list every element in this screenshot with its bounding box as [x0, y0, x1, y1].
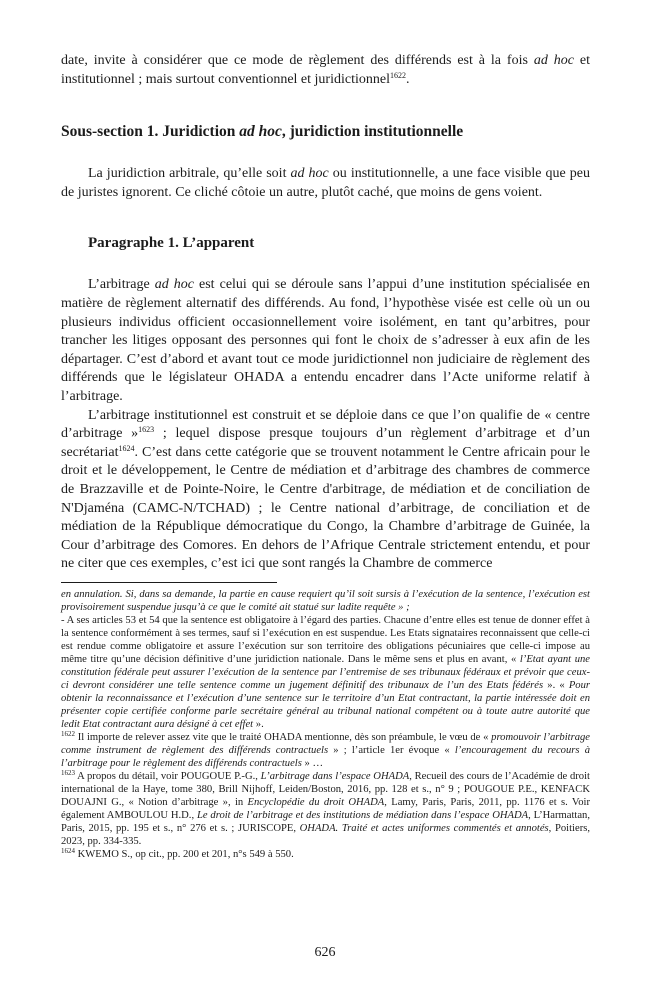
text-run: et institutionnel ; mais surtout conventionnel et juridictionnel — [61, 53, 590, 87]
text-run: est celui qui se déroule sans l’appui d’une institution spécialisée en matière de règlement alternatif des différends. Au fond, l’hypothèse visée est celle où un ou plusieurs individus officient occasionnellement voire isolément, en tant qu’arbitres, pour trancher les litiges opposant des personnes qui font le choix de s’adresser à eux afin de les départager. C’est d’abord et avant tout ce mode juridictionnel non judiciaire de règlement des différends que le législateur OHADA a entendu encadrer dans l’Acte uniforme relatif à l’arbitrage. — [61, 277, 590, 404]
paragraph-1 — [61, 165, 590, 202]
paragraph-3 — [61, 407, 590, 574]
footnote-number: 1622 — [61, 729, 75, 738]
italic-run: promouvoir l’arbitrage comme instrument de règlement des différends contractuels — [61, 731, 590, 756]
footnote-continuation-2 — [61, 614, 590, 731]
footnote-ref-1623[interactable]: 1623 — [138, 425, 155, 435]
text-run: , Poitiers, 2023, pp. 334-335. — [61, 822, 590, 847]
italic-run: ad hoc — [154, 277, 194, 293]
text-run: » ; l’article 1er évoque « — [328, 744, 455, 756]
footnote-number: 1623 — [61, 768, 75, 777]
italic-run: ad hoc — [533, 53, 574, 68]
text-run: , Lamy, Paris, Paris, 2011, pp. 1176 et s. Voir également AMBOULOU H.D., — [61, 796, 590, 821]
text-run: ». « — [543, 679, 569, 691]
text-run: date, invite à considérer que ce mode de règlement des différends est à la fois — [61, 53, 534, 68]
italic-run: L’arbitrage dans l’espace OHADA — [260, 770, 410, 782]
main-text — [61, 52, 590, 574]
heading-run: Sous-section 1. Juridiction — [61, 123, 240, 141]
text-run: Il importe de relever assez vite que le traité OHADA mentionne, dès son préambule, le vœu de « — [75, 731, 492, 743]
text-run: KWEMO S., op cit., pp. 200 et 201, n°s 549 à 550. — [75, 848, 294, 860]
text-run: » … — [301, 757, 324, 769]
footnote-1624 — [61, 848, 590, 861]
text-run: A propos du détail, voir POUGOUE P.-G., — [75, 770, 261, 782]
text-run: - A ses articles 53 et 54 que la sentence est obligatoire à l’égard des parties. Chacune d’entre elles est tenue de donner effet à la sentence conformément à ses termes, sauf si l’exécution en est suspendue. Les Etats signataires reconnaissent que celle-ci est rendue comme obligatoire et assure l’exécution sur son territoire des obligations pécuniaires que celle-ci impose au même titre qu’une décision définitive d’une juridiction nationale. Dans le même sens et plus en avant, « — [61, 614, 590, 665]
italic-run: Le droit de l’arbitrage et des institutions de médiation dans l’espace OHADA — [196, 809, 529, 821]
text-run: , L’Harmattan, Paris, 2015, pp. 195 et s., n° 276 et s. ; JURISCOPE, — [61, 809, 590, 834]
italic-run: Encyclopédie du droit OHADA — [247, 796, 385, 808]
footnote-separator — [61, 582, 277, 583]
italic-run: Pour obtenir la reconnaissance et l’exécution d’une sentence sur le territoire d’un Etat contractant, la partie intéressée doit en présenter copie certifiée conforme parle secrétaire général au tribunal national compétent ou à toute autre autorité que ledit Etat contractant aura désigné à cet effet — [61, 679, 591, 730]
italic-run: l’encouragement du recours à l’arbitrage pour le règlement des différends contractuels — [61, 744, 590, 769]
text-run: ; lequel dispose presque toujours d’un règlement d’arbitrage et d’un secrétariat — [61, 426, 590, 460]
footnotes — [61, 588, 590, 861]
heading-italic-run: ad hoc — [239, 123, 282, 141]
paragraph-2 — [61, 276, 590, 406]
footnote-1623 — [61, 770, 590, 848]
italic-run: OHADA. Traité et actes uniformes commentés et annotés — [299, 822, 549, 834]
footnote-ref-1622[interactable]: 1622 — [389, 70, 406, 80]
text-run: ». — [253, 718, 264, 730]
text-run: , Recueil des cours de l’Académie de droit international de la Haye, tome 380, Brill Nijhoff, Leiden/Boston, 2016, pp. 128 et s., n° 9 ; POUGOUE P.E., KENFACK DOUAJNI G., « Notion d’arbitrage », in — [61, 770, 590, 808]
page-number: 626 — [314, 945, 336, 960]
text-run: ou institutionnelle, a une face visible que peu de juristes ignorent. Ce cliché côtoie un autre, plutôt caché, que moins de gens voient. — [61, 166, 591, 200]
text-run: La juridiction arbitrale, qu’elle soit — [88, 166, 291, 182]
text-run: . C’est dans cette catégorie que se trouvent notamment le Centre africain pour le droit et le développement, le Centre de médiation et d’arbitrage des chambres de commerce de Brazzaville et de Pointe-Noire, le Centre d'arbitrage, de médiation et de conciliation de N'Djaména (CAMC-N/TCHAD) ; le Centre national d’arbitrage, de conciliation et de médiation de la République démocratique du Congo, la Chambre d’arbitrage de Guinée, la Cour d’arbitrage des Comores. En dehors de l’Afrique Centrale strictement entendu, et pour ne citer que ces exemples, c’est ici que sont rangés la Chambre de commerce — [61, 444, 590, 572]
italic-run: ad hoc — [290, 166, 329, 182]
section-heading — [61, 122, 590, 142]
text-run: L’arbitrage institutionnel est construit et se déploie dans ce que l’on qualifie de « centre d’arbitrage » — [61, 407, 590, 442]
footnote-number: 1624 — [61, 846, 75, 855]
intro-paragraph — [61, 52, 590, 89]
text-run: L’arbitrage — [88, 277, 155, 293]
text-run: . — [405, 71, 410, 87]
footnote-continuation — [61, 588, 590, 614]
footnote-1622 — [61, 731, 590, 770]
paragraph-heading: Paragraphe 1. L’apparent — [88, 235, 255, 252]
italic-run: l’Etat ayant une constitution fédérale peut assurer l’exécution de la sentence par l’entremise de ses tribunaux fédéraux et prévoir que ceux-ci devront considérer une telle sentence comme un jugement définitif des tribunaux de l’un des Etats fédérés — [61, 653, 590, 691]
italic-run: en annulation. Si, dans sa demande, la partie en cause requiert qu’il soit sursis à l’exécution de la sentence, l’exécution est provisoirement suspendue jusqu’à ce que le comité ait statué sur ladite requête » ; — [61, 588, 590, 613]
heading-run: , juridiction institutionnelle — [281, 123, 464, 141]
footnote-ref-1624[interactable]: 1624 — [118, 443, 135, 453]
